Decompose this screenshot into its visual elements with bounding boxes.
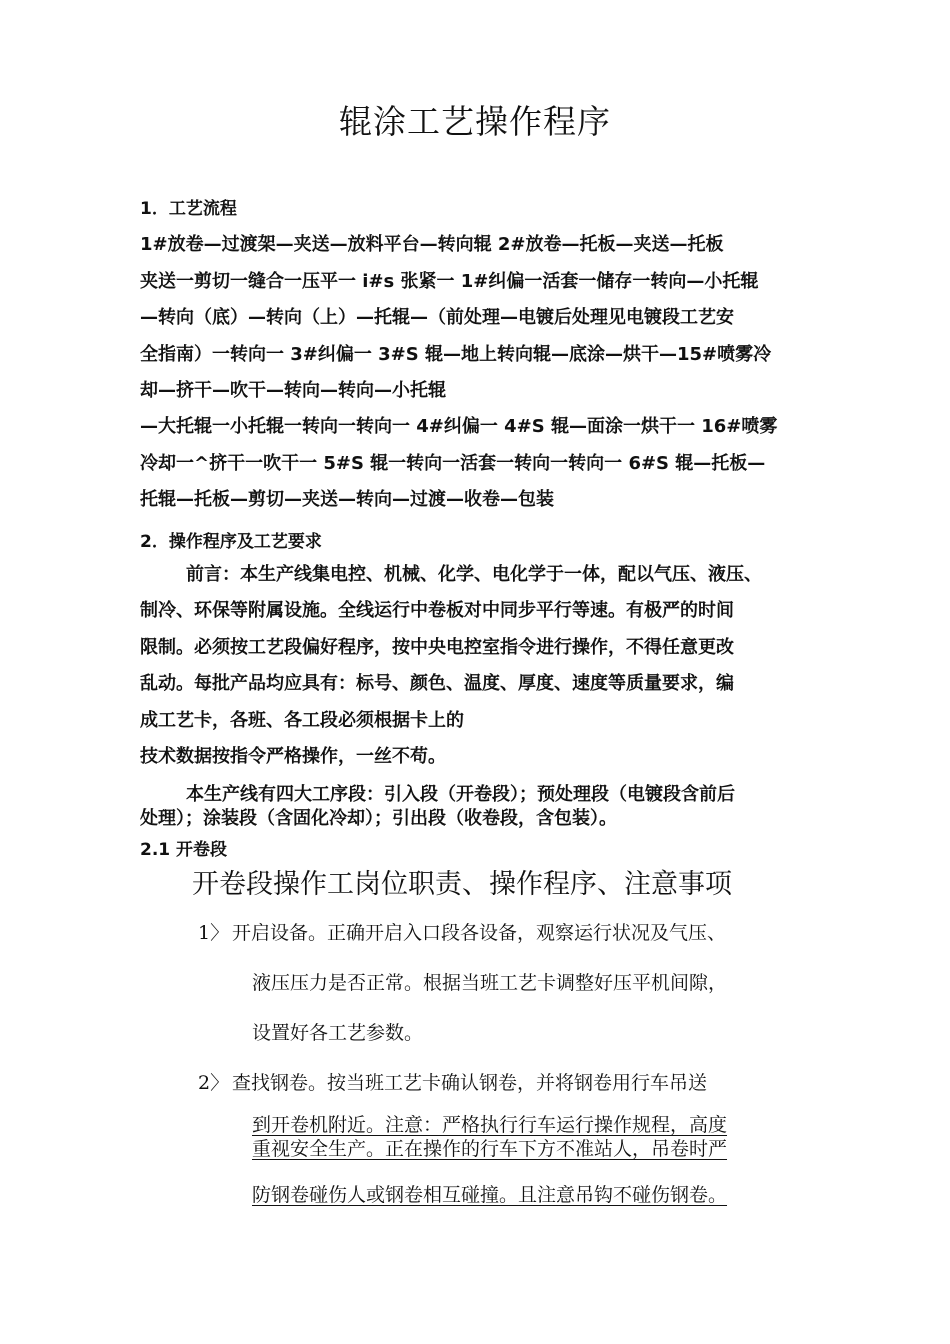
- document-title: 辊涂工艺操作程序: [339, 102, 611, 141]
- section-2-1-heading: 2.1 开卷段: [140, 840, 228, 860]
- step-2-line-underlined: 防钢卷碰伤人或钢卷相互碰撞。且注意吊钩不碰伤钢卷。: [252, 1184, 728, 1206]
- process-flow-line: 却—挤干—吹干—转向—转向—小托辊: [140, 380, 446, 401]
- preface-line: 成工艺卡，各班、各工段必须根据卡上的: [140, 710, 464, 731]
- step-1-line: 设置好各工艺参数。: [252, 1022, 424, 1044]
- step-1-line: 开启设备。正确开启入口段各设备，观察运行状况及气压、: [232, 922, 727, 944]
- process-flow-line: 托辊—托板—剪切—夹送—转向—过渡—收卷—包装: [140, 489, 554, 510]
- process-sections-line: 本生产线有四大工序段：引入段（开卷段）；预处理段（电镀段含前后: [186, 784, 735, 805]
- section-subtitle: 开卷段操作工岗位职责、操作程序、注意事项: [192, 869, 732, 900]
- process-flow-line: 夹送一剪切一缝合一压平一 i#s 张紧一 1#纠偏一活套一储存一转向—小托辊: [140, 271, 759, 292]
- preface-line: 技术数据按指令严格操作，一丝不苟。: [140, 746, 446, 767]
- step-2-number: 2〉: [198, 1072, 230, 1094]
- preface-line: 前言：本生产线集电控、机械、化学、电化学于一体，配以气压、液压、: [186, 564, 762, 585]
- step-1-line: 液压压力是否正常。根据当班工艺卡调整好压平机间隙，: [252, 972, 728, 994]
- preface-line: 限制。必须按工艺段偏好程序，按中央电控室指令进行操作，不得任意更改: [140, 637, 734, 658]
- section-2-heading: 2．操作程序及工艺要求: [140, 532, 322, 552]
- process-sections-line: 处理）；涂装段（含固化冷却）；引出段（收卷段，含包装）。: [140, 808, 617, 829]
- preface-line: 制冷、环保等附属设施。全线运行中卷板对中同步平行等速。有极严的时间: [140, 600, 734, 621]
- process-flow-line: 全指南）一转向一 3#纠偏一 3#S 辊—地上转向辊—底涂—烘干—15#喷雾冷: [140, 344, 772, 365]
- step-2-line-underlined: 到开卷机附近。注意：严格执行行车运行操作规程，高度: [252, 1114, 728, 1136]
- step-2-line: 查找钢卷。按当班工艺卡确认钢卷，并将钢卷用行车吊送: [232, 1072, 708, 1094]
- process-flow-line: —大托辊一小托辊一转向一转向一 4#纠偏一 4#S 辊—面涂一烘干一 16#喷雾: [140, 416, 778, 437]
- preface-line: 乱动。每批产品均应具有：标号、颜色、温度、厚度、速度等质量要求，编: [140, 673, 734, 694]
- process-flow-line: —转向（底）—转向（上）—托辊—（前处理—电镀后处理见电镀段工艺安: [140, 307, 734, 328]
- step-2-line-underlined: 重视安全生产。正在操作的行车下方不准站人，吊卷时严: [252, 1138, 728, 1160]
- process-flow-line: 冷却一^挤干一吹干一 5#S 辊一转向一活套一转向一转向一 6#S 辊—托板—: [140, 453, 766, 474]
- section-1-heading: 1．工艺流程: [140, 199, 237, 219]
- step-1-number: 1〉: [198, 922, 230, 944]
- process-flow-line: 1#放卷—过渡架—夹送—放料平台—转向辊 2#放卷—托板—夹送—托板: [140, 234, 724, 255]
